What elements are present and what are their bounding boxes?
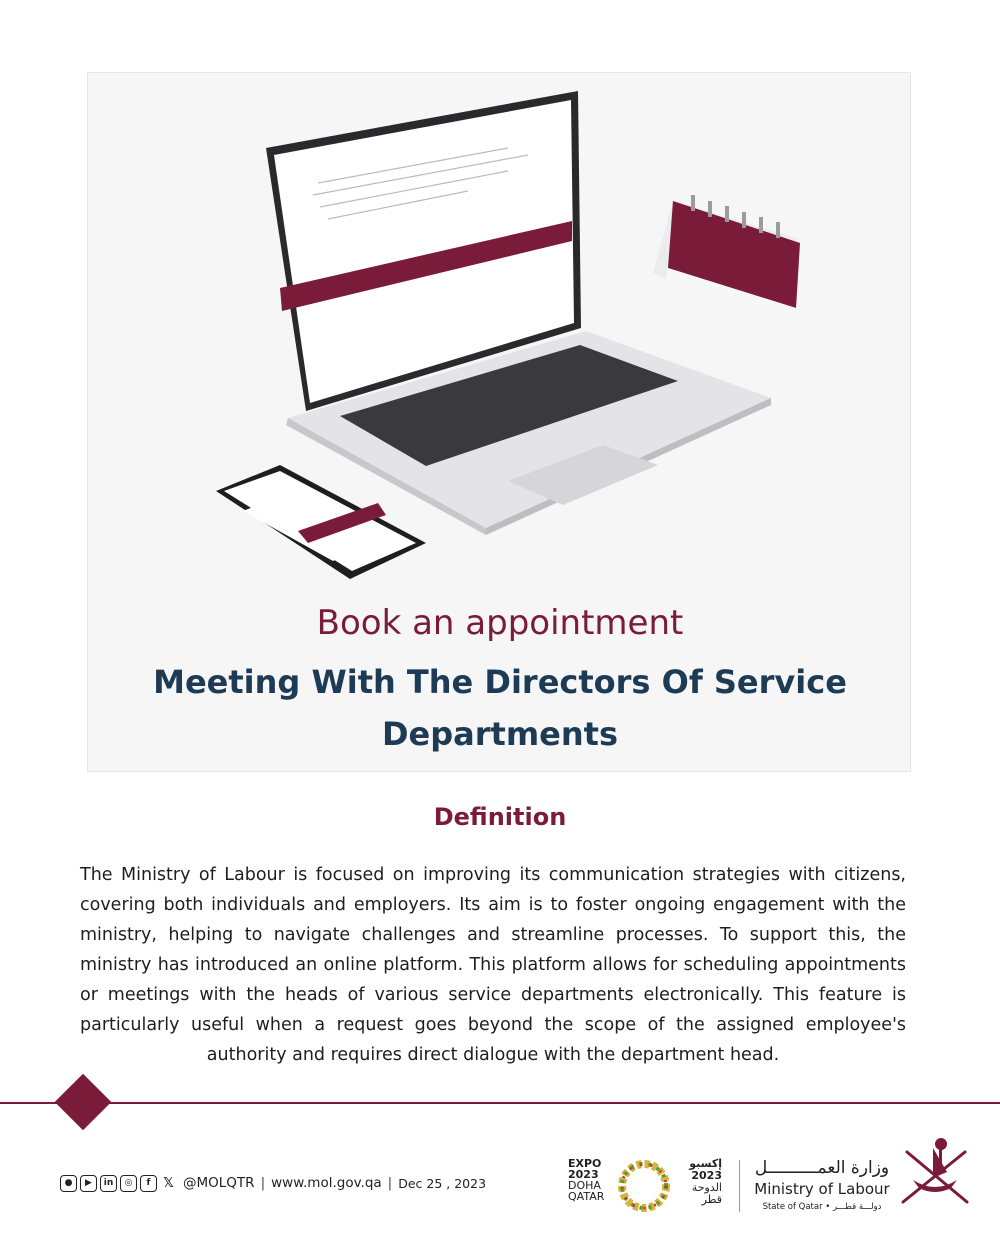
hero-title: Book an appointment <box>316 603 684 643</box>
footer-contact <box>60 1172 486 1194</box>
hero-subtitle-line1: Meeting With The Directors Of Service <box>153 663 847 701</box>
facebook-icon[interactable]: f <box>140 1175 157 1192</box>
definition-heading: Definition <box>433 803 567 831</box>
qatar-emblem-icon <box>895 1132 975 1212</box>
social-handle[interactable]: @MOLQTR <box>183 1175 255 1191</box>
x-icon[interactable]: 𝕏 <box>163 1175 174 1191</box>
ministry-name-arabic: وزارة العمــــــــــل <box>754 1158 890 1178</box>
expo-arabic: إكسبو 2023 الدوحة قطر <box>689 1157 722 1206</box>
ministry-logo <box>752 1158 892 1212</box>
expo-flower-icon <box>616 1158 672 1214</box>
expo-logo <box>568 1158 728 1214</box>
hero-subtitle <box>88 656 912 760</box>
youtube-icon[interactable]: ▶ <box>80 1175 97 1192</box>
expo-english: EXPO 2023 DOHA QATAR <box>568 1157 605 1203</box>
website-link[interactable]: www.mol.gov.qa <box>271 1175 382 1191</box>
separator: | <box>387 1175 393 1191</box>
post-date: Dec 25 , 2023 <box>398 1175 487 1191</box>
hero-subtitle-line2: Departments <box>381 715 618 753</box>
footer-divider <box>0 1102 1000 1104</box>
hero-panel <box>87 72 911 772</box>
devices-illustration <box>88 73 912 613</box>
instagram-icon[interactable]: ◎ <box>120 1175 137 1192</box>
state-label: State of Qatar • دولـــة قطـــر <box>762 1202 882 1212</box>
snapchat-icon[interactable]: ● <box>60 1175 77 1192</box>
definition-body: The Ministry of Labour is focused on improving its communication strategies with citizens, covering both individuals and employers. Its aim is to foster ongoing engagement with the ministry, helping to navigate challenges and streamline processes. To support this, the ministry has introduced an online platform. This platform allows for scheduling appointments or meetings with the heads of various service departments electronically. This feature is particularly useful when a request goes beyond the scope of the assigned employee's authority and requires direct dialogue with the department head. <box>80 865 906 1065</box>
social-icons <box>60 1175 177 1192</box>
diamond-ornament <box>55 1074 112 1131</box>
ministry-name-english: Ministry of Labour <box>754 1180 890 1198</box>
logo-separator <box>739 1160 740 1212</box>
separator: | <box>260 1175 266 1191</box>
linkedin-icon[interactable]: in <box>100 1175 117 1192</box>
